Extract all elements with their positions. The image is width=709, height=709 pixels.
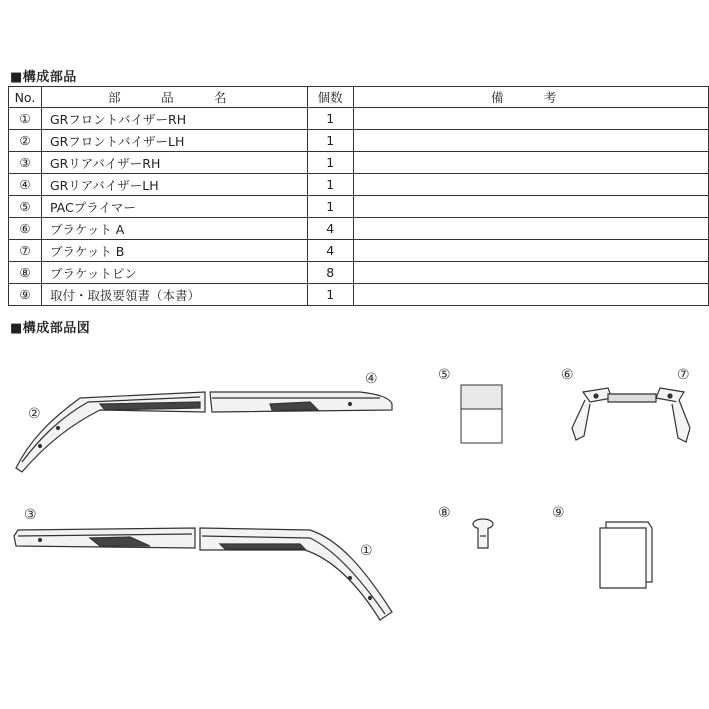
row-name: PACプライマー bbox=[41, 196, 307, 218]
table-header-row bbox=[9, 87, 709, 108]
parts-diagram-heading: ■構成部品図 bbox=[10, 321, 91, 336]
header-name: 部 品 名 bbox=[41, 87, 307, 108]
parts-diagram bbox=[0, 340, 709, 640]
row-qty: 1 bbox=[307, 196, 353, 218]
label-3: ③ bbox=[24, 507, 37, 523]
label-9: ⑨ bbox=[552, 505, 565, 521]
table-row bbox=[9, 152, 709, 174]
row-name: GRリアバイザーLH bbox=[41, 174, 307, 196]
row-note bbox=[353, 240, 708, 262]
bracket-drawing bbox=[572, 388, 690, 442]
table-row bbox=[9, 240, 709, 262]
row-qty: 8 bbox=[307, 262, 353, 284]
row-no: ⑥ bbox=[9, 218, 42, 240]
header-note: 備 考 bbox=[353, 87, 708, 108]
row-note bbox=[353, 152, 708, 174]
row-qty: 1 bbox=[307, 108, 353, 130]
label-7: ⑦ bbox=[677, 367, 690, 383]
header-qty: 個数 bbox=[307, 87, 353, 108]
row-no: ③ bbox=[9, 152, 42, 174]
parts-table bbox=[8, 86, 709, 306]
row-no: ⑨ bbox=[9, 284, 42, 306]
row-note bbox=[353, 284, 708, 306]
table-row bbox=[9, 130, 709, 152]
table-row bbox=[9, 196, 709, 218]
primer-packet-drawing bbox=[461, 385, 502, 443]
row-name: 取付・取扱要領書（本書） bbox=[41, 284, 307, 306]
header-no: No. bbox=[9, 87, 42, 108]
table-row bbox=[9, 174, 709, 196]
instruction-booklet-drawing bbox=[600, 522, 652, 588]
label-4: ④ bbox=[365, 371, 378, 387]
row-no: ⑤ bbox=[9, 196, 42, 218]
row-note bbox=[353, 196, 708, 218]
label-1: ① bbox=[360, 543, 373, 559]
table-row bbox=[9, 262, 709, 284]
row-name: GRフロントバイザーLH bbox=[41, 130, 307, 152]
front-visor-rh-drawing bbox=[200, 528, 392, 620]
row-qty: 1 bbox=[307, 152, 353, 174]
row-qty: 4 bbox=[307, 218, 353, 240]
table-row bbox=[9, 284, 709, 306]
table-row bbox=[9, 218, 709, 240]
row-no: ⑦ bbox=[9, 240, 42, 262]
row-no: ② bbox=[9, 130, 42, 152]
row-no: ⑧ bbox=[9, 262, 42, 284]
row-qty: 4 bbox=[307, 240, 353, 262]
row-note bbox=[353, 218, 708, 240]
row-no: ① bbox=[9, 108, 42, 130]
row-note bbox=[353, 262, 708, 284]
row-note bbox=[353, 108, 708, 130]
row-note bbox=[353, 130, 708, 152]
parts-list-heading: ■構成部品 bbox=[10, 70, 77, 85]
label-6: ⑥ bbox=[561, 367, 574, 383]
rear-visor-rh-drawing bbox=[14, 528, 195, 548]
table-row bbox=[9, 108, 709, 130]
row-name: GRリアバイザーRH bbox=[41, 152, 307, 174]
bracket-pin-drawing bbox=[473, 519, 493, 548]
rear-visor-lh-drawing bbox=[210, 392, 392, 412]
front-visor-lh-drawing bbox=[16, 392, 205, 472]
row-qty: 1 bbox=[307, 284, 353, 306]
row-qty: 1 bbox=[307, 130, 353, 152]
row-no: ④ bbox=[9, 174, 42, 196]
label-5: ⑤ bbox=[438, 367, 451, 383]
row-name: GRフロントバイザーRH bbox=[41, 108, 307, 130]
label-8: ⑧ bbox=[438, 505, 451, 521]
row-name: ブラケットピン bbox=[41, 262, 307, 284]
row-name: ブラケット B bbox=[41, 240, 307, 262]
row-name: ブラケット A bbox=[41, 218, 307, 240]
label-2: ② bbox=[28, 406, 41, 422]
row-note bbox=[353, 174, 708, 196]
row-qty: 1 bbox=[307, 174, 353, 196]
